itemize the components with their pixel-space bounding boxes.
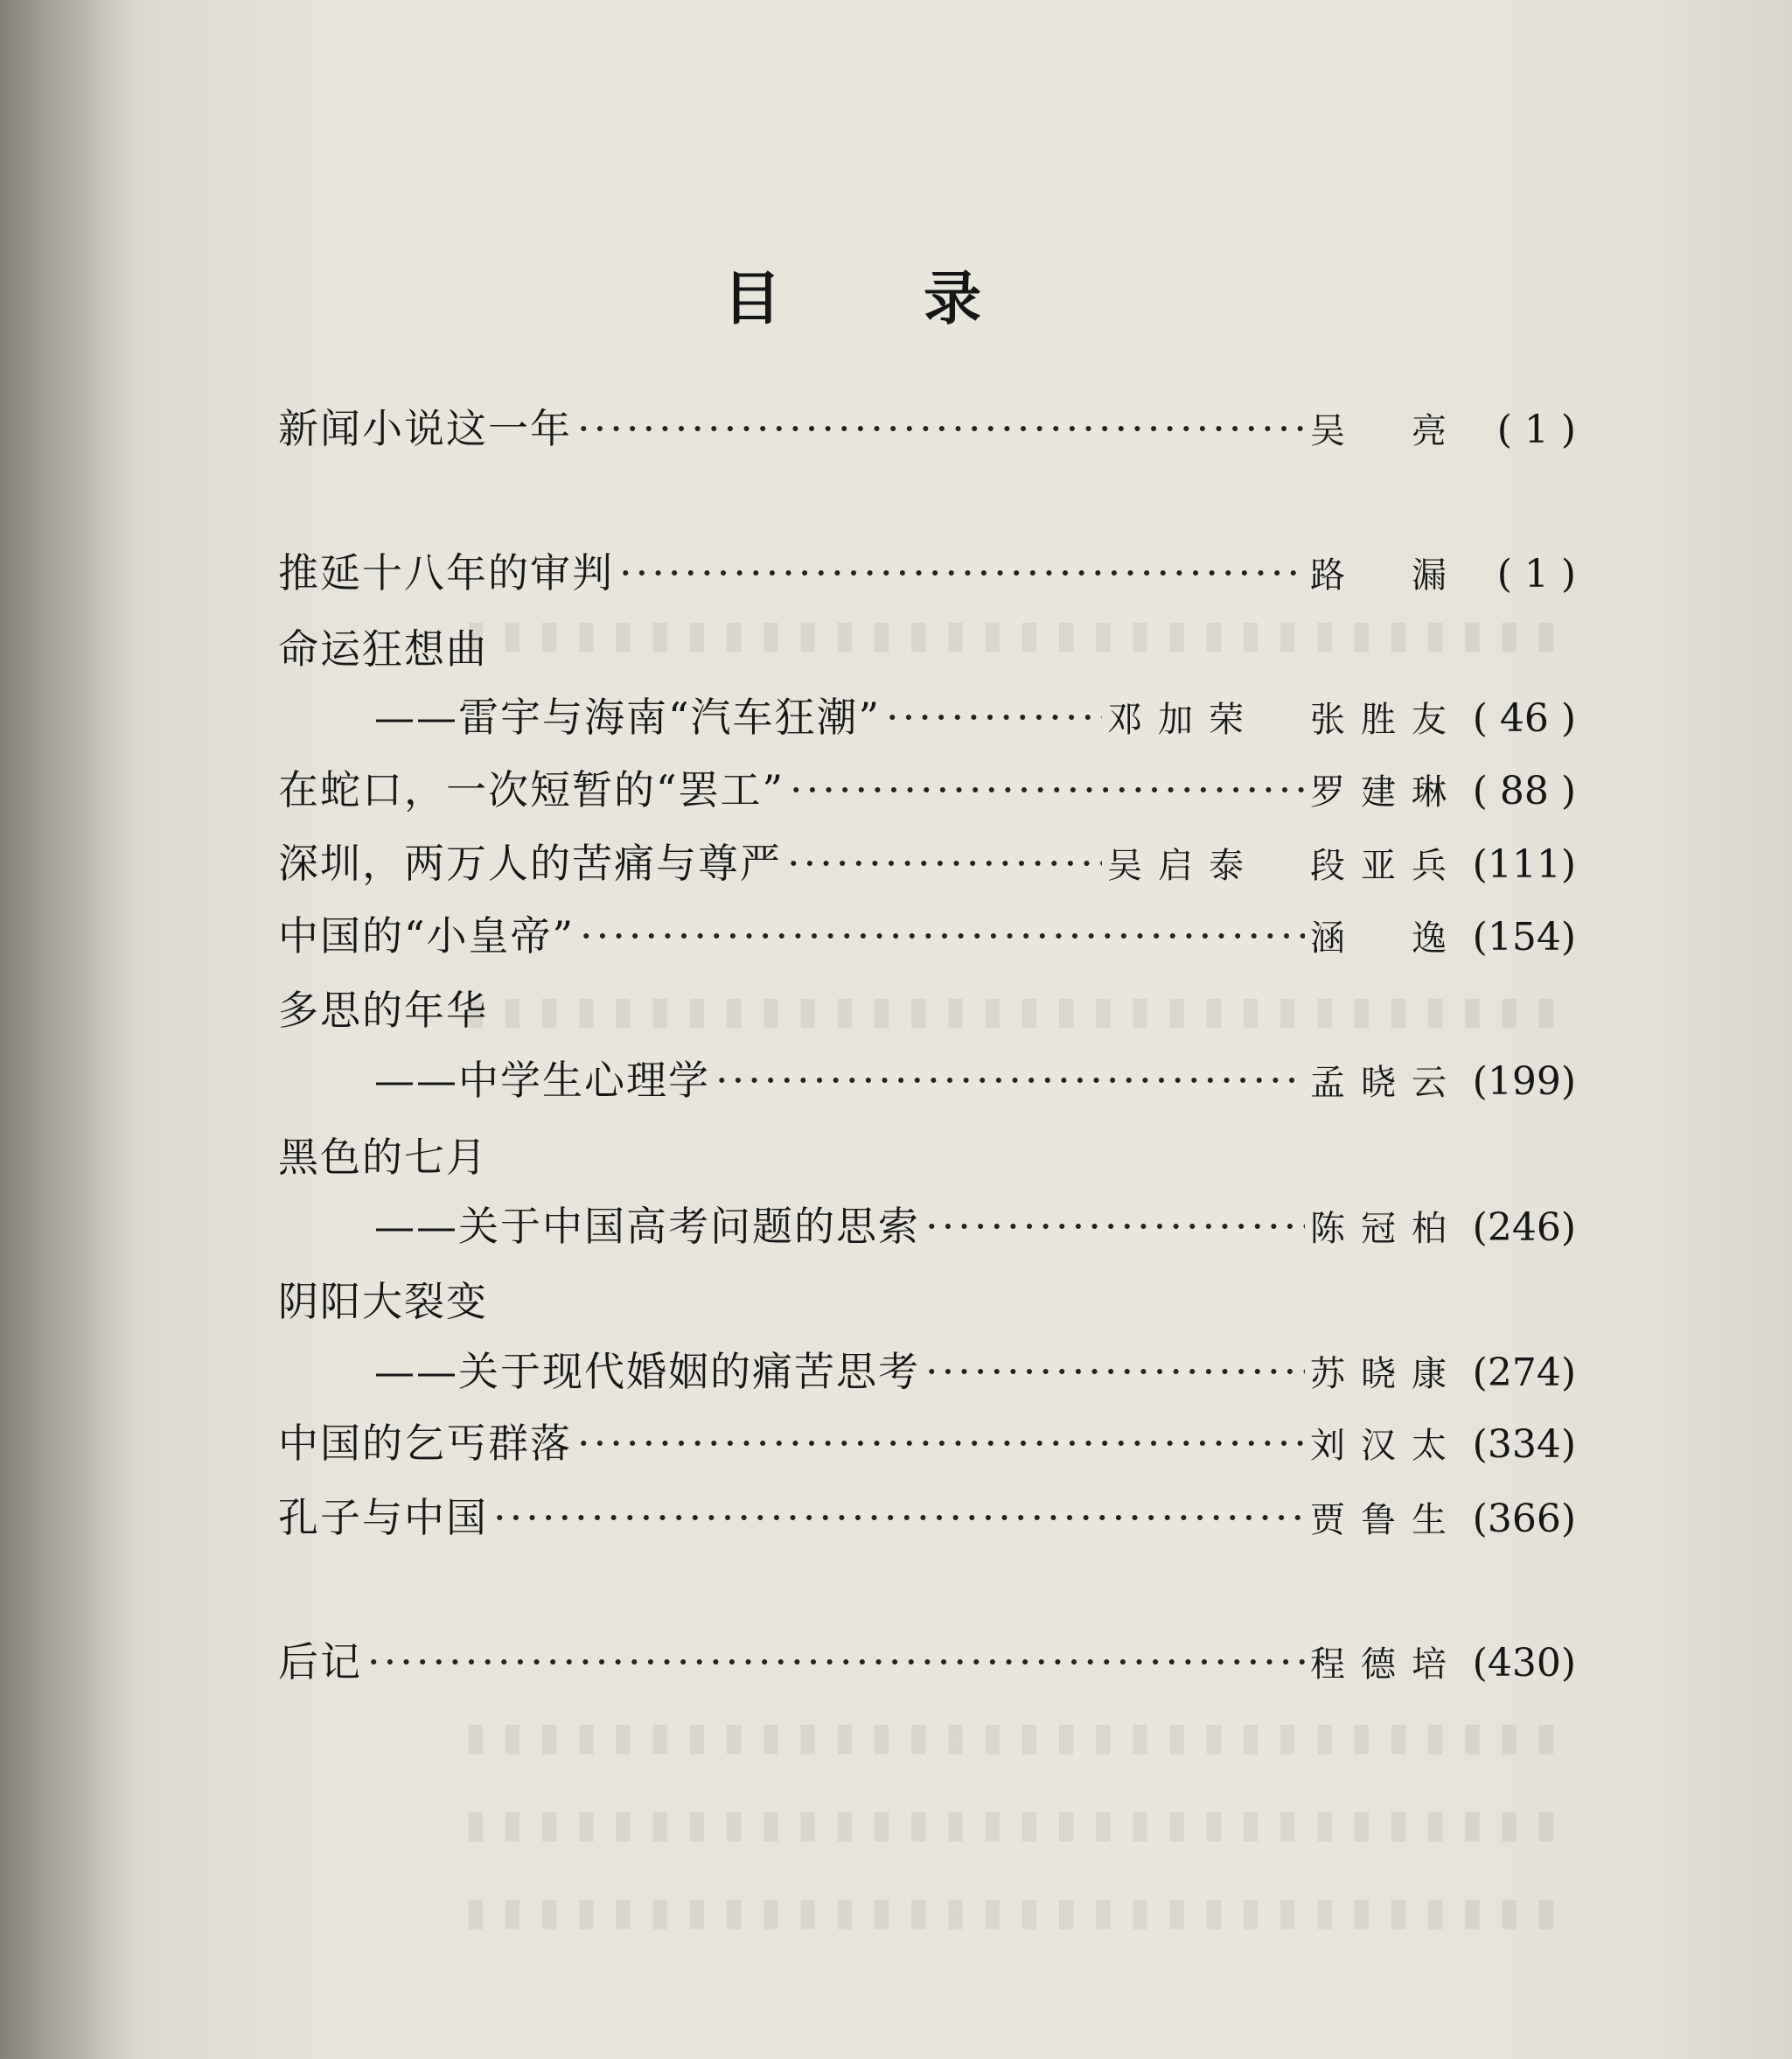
dot-leader	[715, 1050, 1305, 1111]
toc-entry-title: 阴阳大裂变	[278, 1278, 488, 1325]
toc-entry-author: 孟晓云	[1310, 1063, 1462, 1103]
dot-leader	[925, 1196, 1305, 1257]
toc-entry	[278, 1487, 1576, 1548]
toc-entry-title: ——关于现代婚姻的痛苦思考	[374, 1348, 920, 1395]
toc-entry-author: 吴启泰 段亚兵	[1107, 846, 1462, 886]
toc-entry-title: 多思的年华	[278, 987, 488, 1034]
toc-entry-title: ——中学生心理学	[374, 1057, 710, 1104]
dot-leader	[580, 905, 1305, 967]
toc-entry-author: 程德培	[1310, 1644, 1462, 1685]
toc-entry	[278, 759, 1576, 820]
toc-entry-author: 路 漏	[1310, 555, 1462, 596]
toc-entry-page: ( 1 )	[1496, 552, 1576, 597]
toc-entry-subtitle	[278, 1341, 1576, 1402]
dot-leader	[367, 1631, 1305, 1693]
bleed-through-texture: ▮▮▮▮▮▮▮▮▮▮▮▮▮▮▮▮▮▮▮▮▮▮▮▮▮▮▮▮▮▮	[449, 1714, 1557, 1759]
toc-entry-subtitle	[278, 687, 1576, 748]
dot-leader	[790, 759, 1305, 820]
toc-entry-page: (334)	[1472, 1422, 1576, 1467]
toc-entry-author: 陈冠柏	[1310, 1209, 1462, 1249]
toc-entry-heading	[278, 1127, 1576, 1188]
toc-entry-page: ( 46 )	[1472, 696, 1576, 741]
toc-entry-author: 涵 逸	[1310, 918, 1462, 959]
toc-entry-title: ——雷宇与海南“汽车狂潮”	[374, 694, 882, 741]
toc-entry-title: 中国的乞丐群落	[278, 1420, 572, 1467]
toc-entry-title: 后记	[278, 1638, 362, 1686]
toc-entry-title: ——关于中国高考问题的思索	[374, 1203, 920, 1250]
toc-entry-title: 深圳，两万人的苦痛与尊严	[278, 840, 782, 887]
bleed-through-texture: ▮▮▮▮▮▮▮▮▮▮▮▮▮▮▮▮▮▮▮▮▮▮▮▮▮▮▮▮▮▮	[449, 1889, 1557, 1934]
dot-leader	[886, 687, 1102, 748]
toc-entry-afterword	[278, 1631, 1576, 1693]
toc-entry-title: 孔子与中国	[278, 1494, 488, 1541]
toc-entry-intro	[278, 398, 1576, 459]
dot-leader	[493, 1487, 1305, 1548]
toc-entry-page: ( 1 )	[1496, 408, 1576, 452]
toc-entry-title: 新闻小说这一年	[278, 405, 572, 452]
toc-entry-heading	[278, 980, 1576, 1041]
toc-entry	[278, 833, 1576, 894]
toc-entry-page: (199)	[1472, 1059, 1576, 1104]
toc-entry-author: 贾鲁生	[1310, 1500, 1462, 1540]
dot-leader	[577, 1413, 1305, 1474]
toc-entry-page: (246)	[1472, 1205, 1576, 1250]
toc-entry-title: 在蛇口，一次短暂的“罢工”	[278, 766, 785, 813]
toc-entry-heading	[278, 1271, 1576, 1332]
toc-entry-page: (111)	[1472, 842, 1576, 887]
toc-entry	[278, 1413, 1576, 1474]
toc-entry-page: (430)	[1472, 1641, 1576, 1686]
toc-entry-author: 罗建琳	[1310, 772, 1462, 813]
toc-entry-heading	[278, 618, 1576, 680]
toc-entry	[278, 542, 1576, 604]
toc-entry-page: (274)	[1472, 1351, 1576, 1395]
toc-entry-subtitle	[278, 1050, 1576, 1111]
toc-entry-title: 中国的“小皇帝”	[278, 912, 575, 960]
toc-entry-author: 刘汉太	[1310, 1426, 1462, 1466]
toc-entry-page: (366)	[1472, 1497, 1576, 1541]
toc-entry-title: 黑色的七月	[278, 1134, 488, 1181]
toc-entry-title: 推延十八年的审判	[278, 549, 614, 597]
page-title: 目 录	[723, 265, 1042, 332]
toc-entry-author: 吴 亮	[1310, 411, 1462, 451]
bleed-through-texture: ▮▮▮▮▮▮▮▮▮▮▮▮▮▮▮▮▮▮▮▮▮▮▮▮▮▮▮▮▮▮	[449, 1802, 1557, 1846]
toc-entry	[278, 905, 1576, 967]
bleed-through-texture: ▮▮▮▮▮▮▮▮▮▮▮▮▮▮▮▮▮▮▮▮▮▮▮▮▮▮▮▮▮▮	[449, 988, 1557, 1033]
toc-entry-page: (154)	[1472, 915, 1576, 960]
toc-entry-title: 命运狂想曲	[278, 625, 488, 673]
toc-entry-page: ( 88 )	[1472, 769, 1576, 813]
toc-entry-author: 邓加荣 张胜友	[1107, 700, 1462, 740]
toc-entry-subtitle	[278, 1196, 1576, 1257]
dot-leader	[925, 1341, 1305, 1402]
toc-entry-author: 苏晓康	[1310, 1354, 1462, 1394]
dot-leader	[577, 398, 1305, 459]
dot-leader	[619, 542, 1305, 604]
dot-leader	[787, 833, 1102, 894]
bleed-through-texture: ▮▮▮▮▮▮▮▮▮▮▮▮▮▮▮▮▮▮▮▮▮▮▮▮▮▮▮▮▮▮	[449, 612, 1557, 657]
